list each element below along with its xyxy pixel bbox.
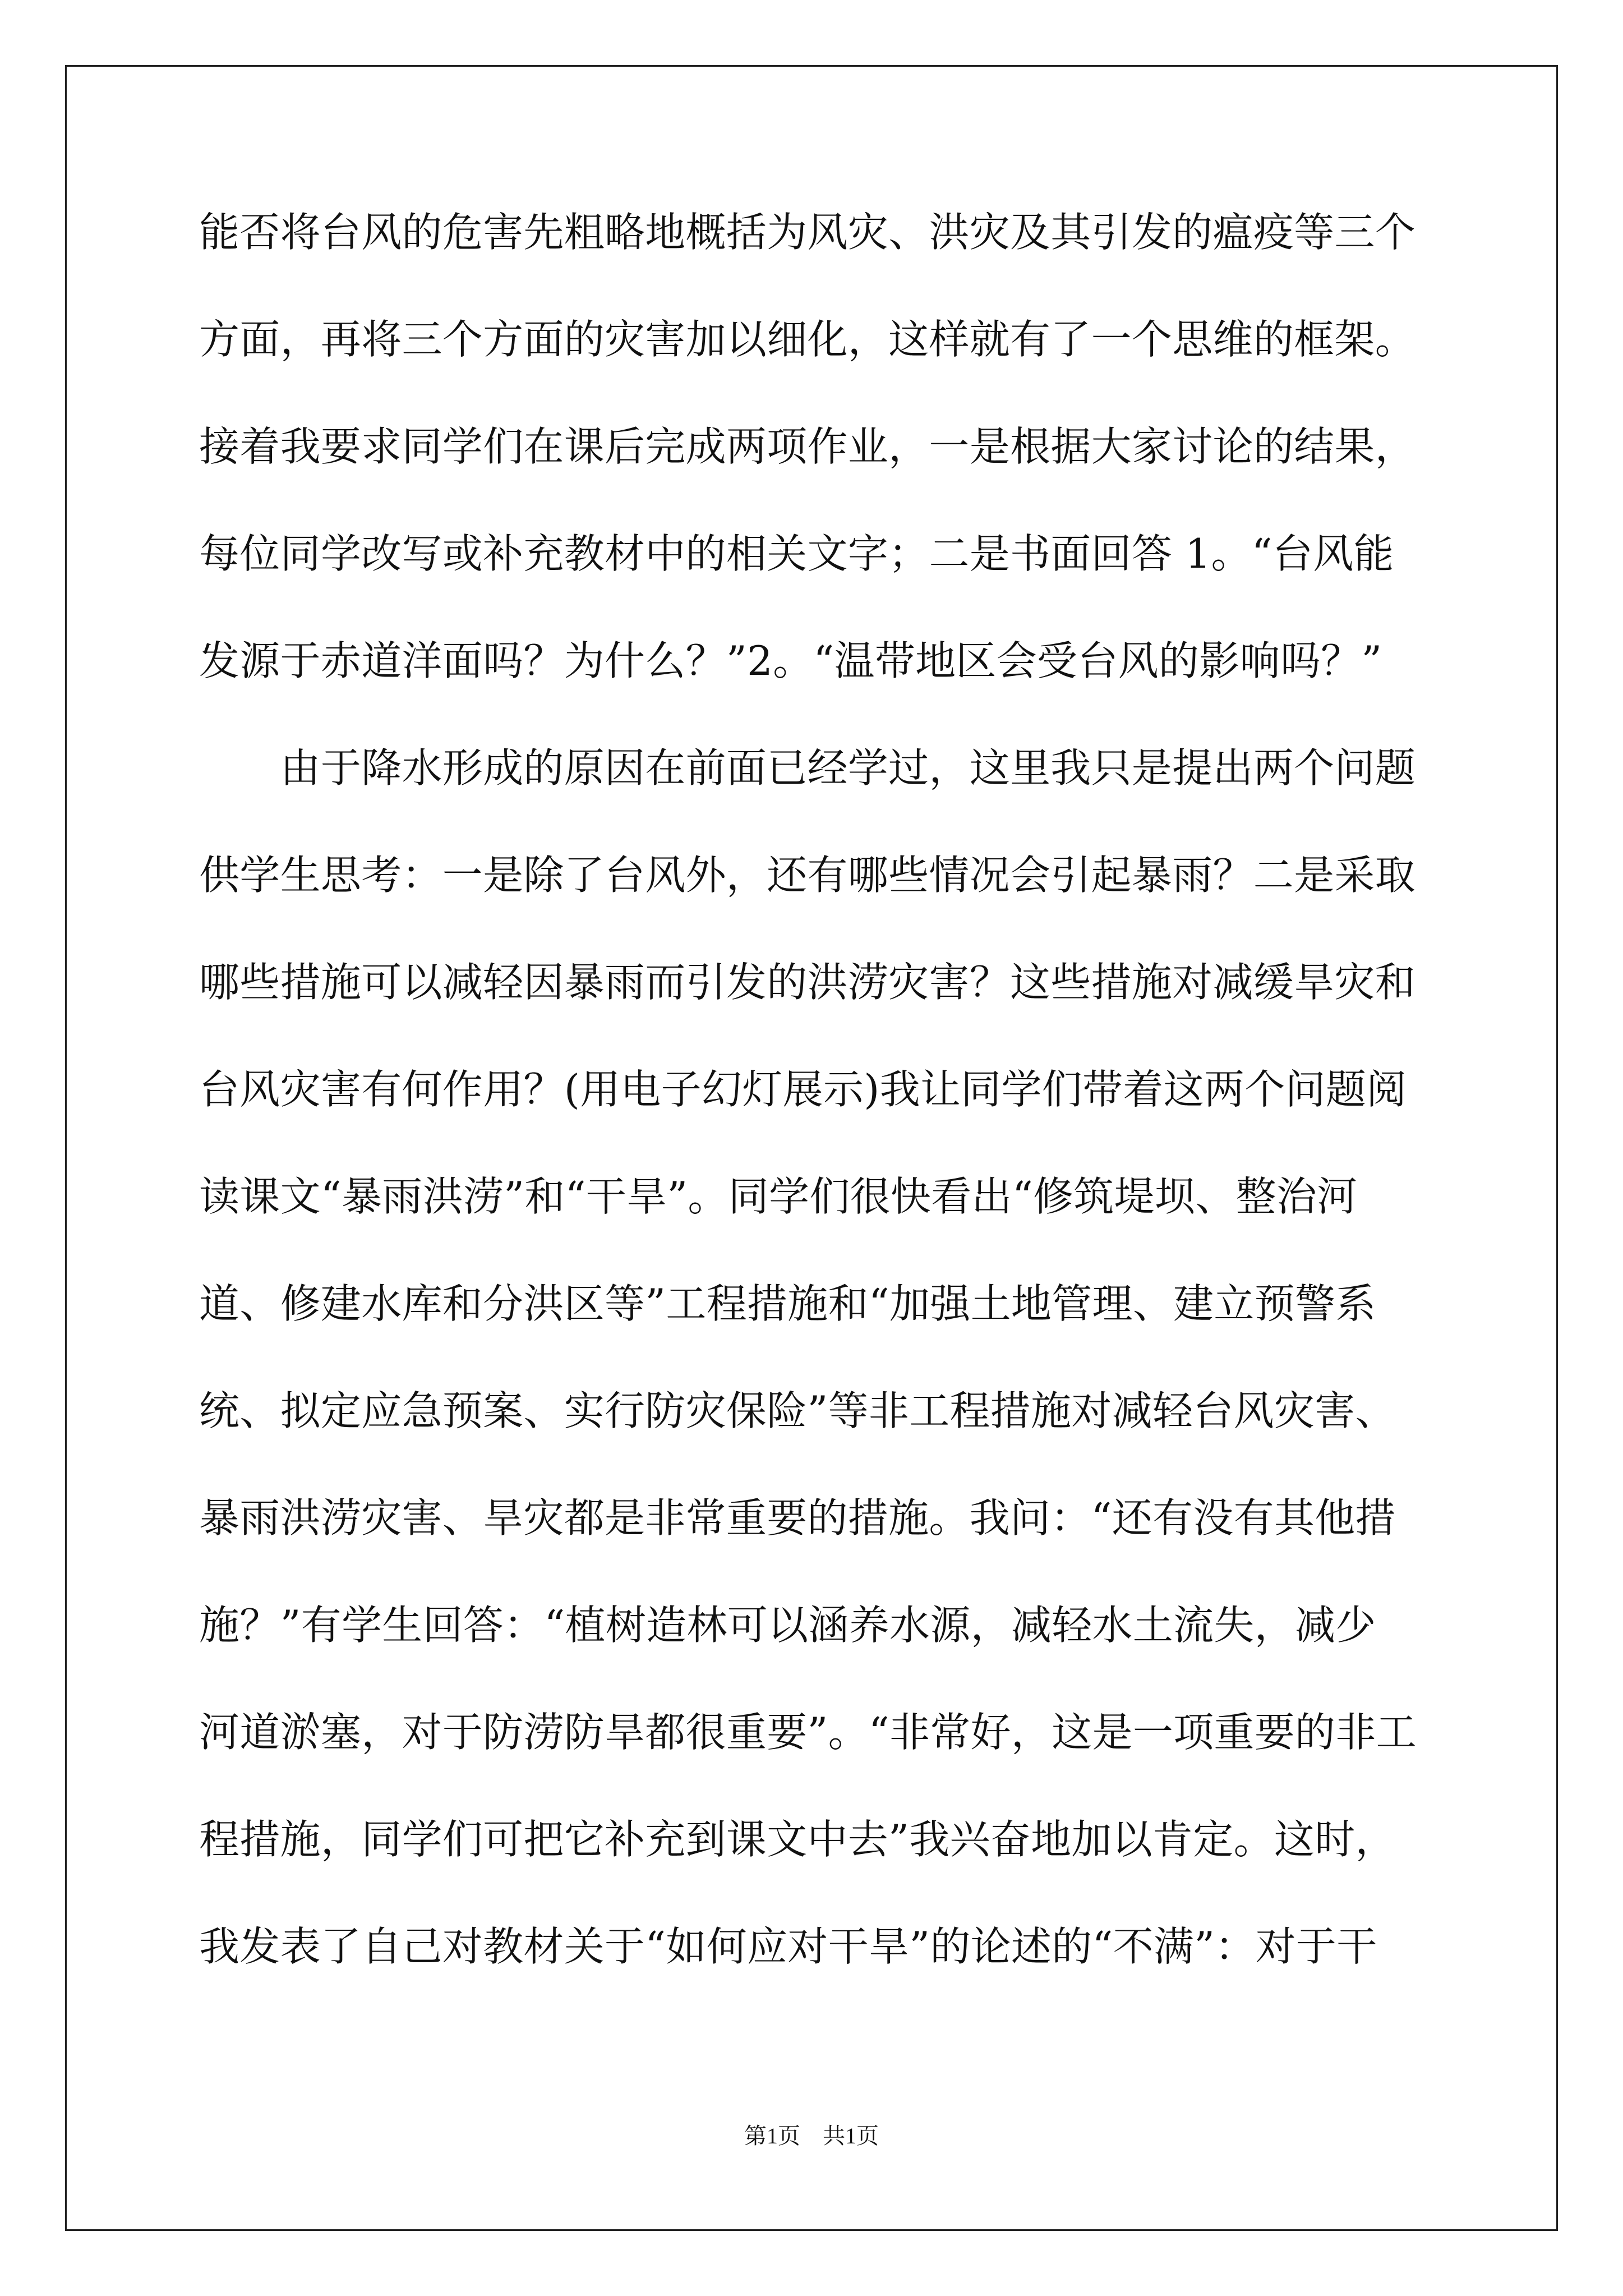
text-line: 我发表了自己对教材关于“如何应对干旱”的论述的“不满”：对于干 [199, 1926, 1377, 1970]
text-line: 施？”有学生回答：“植树造林可以涵养水源，减轻水土流失，减少 [199, 1605, 1376, 1649]
text-line: 河道淤塞，对于防涝防旱都很重要”。“非常好，这是一项重要的非工 [199, 1712, 1417, 1756]
text-line: 由于降水形成的原因在前面已经学过，这里我只是提出两个问题 [199, 748, 1416, 792]
text-line: 读课文“暴雨洪涝”和“干旱”。同学们很快看出“修筑堤坝、整治河 [199, 1176, 1358, 1220]
text-line: 哪些措施可以减轻因暴雨而引发的洪涝灾害？这些措施对减缓旱灾和 [199, 962, 1416, 1006]
text-line: 方面，再将三个方面的灾害加以细化，这样就有了一个思维的框架。 [199, 319, 1416, 363]
text-line: 发源于赤道洋面吗？为什么？”2。“温带地区会受台风的影响吗？” [199, 641, 1382, 684]
text-line: 暴雨洪涝灾害、旱灾都是非常重要的措施。我问：“还有没有其他措 [199, 1498, 1396, 1542]
document-body [199, 212, 1427, 2033]
text-line: 接着我要求同学们在课后完成两项作业，一是根据大家讨论的结果， [199, 426, 1416, 470]
text-line: 统、拟定应急预案、实行防灾保险”等非工程措施对减轻台风灾害、 [199, 1391, 1396, 1434]
text-line: 道、修建水库和分洪区等”工程措施和“加强土地管理、建立预警系 [199, 1283, 1376, 1327]
text-line: 台风灾害有何作用？(用电子幻灯展示)我让同学们带着这两个问题阅 [199, 1069, 1407, 1113]
text-line: 供学生思考：一是除了台风外，还有哪些情况会引起暴雨？二是采取 [199, 855, 1416, 899]
page-number-footer: 第1页 共1页 [744, 2123, 879, 2148]
text-line: 程措施，同学们可把它补充到课文中去”我兴奋地加以肯定。这时， [199, 1819, 1396, 1863]
text-line: 能否将台风的危害先粗略地概括为风灾、洪灾及其引发的瘟疫等三个 [199, 212, 1416, 256]
text-line: 每位同学改写或补充教材中的相关文字；二是书面回答 1。“台风能 [199, 533, 1394, 577]
